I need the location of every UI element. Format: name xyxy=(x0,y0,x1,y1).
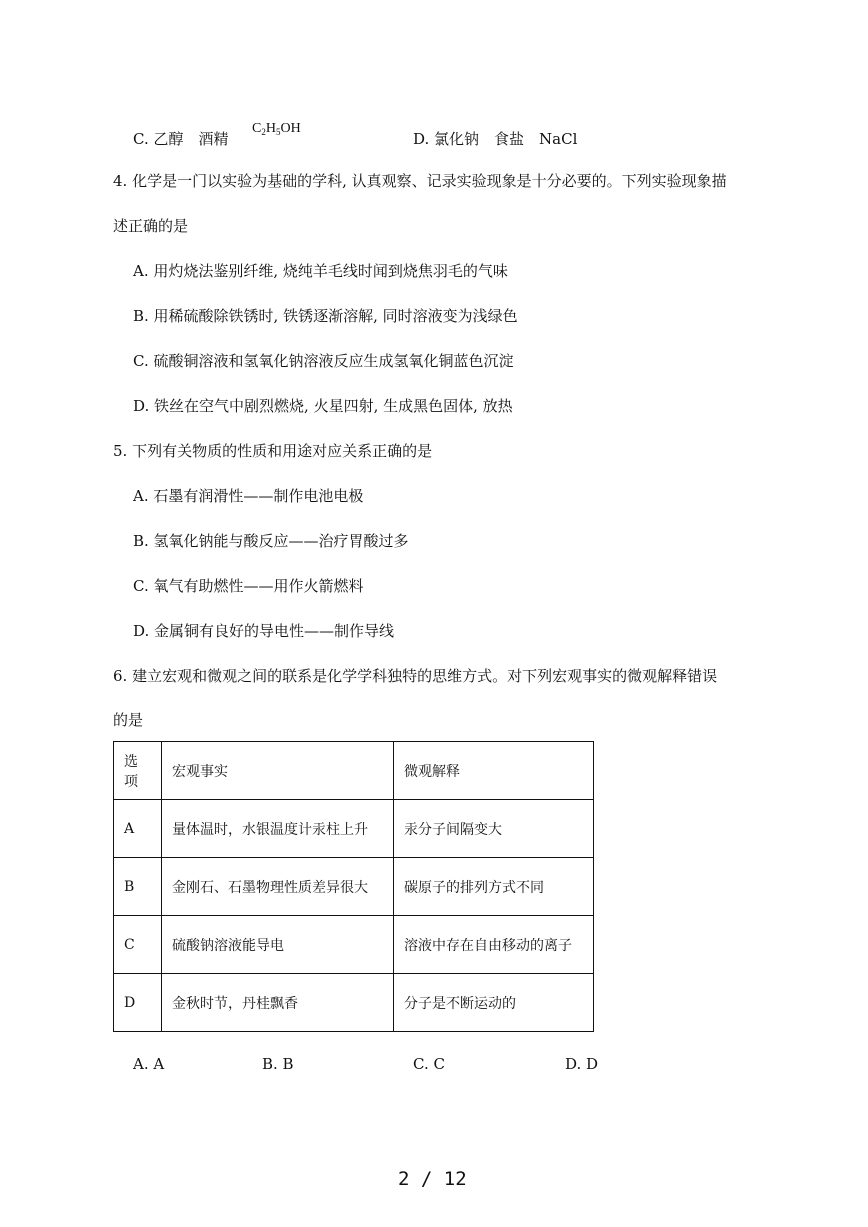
q6-stem-line1: 6. 建立宏观和微观之间的联系是化学学科独特的思维方式。对下列宏观事实的微观解释错误 xyxy=(113,667,718,685)
table-cell: A xyxy=(114,800,162,858)
q6-answer-b: B. B xyxy=(262,1055,294,1073)
q6-stem-line2: 的是 xyxy=(113,711,144,729)
table-cell: 汞分子间隔变大 xyxy=(394,800,594,858)
table-header-row xyxy=(114,742,594,800)
q5-option-c: C. 氧气有助燃性——用作火箭燃料 xyxy=(133,577,364,595)
table-cell: 金刚石、石墨物理性质差异很大 xyxy=(162,858,394,916)
q5-option-d: D. 金属铜有良好的导电性——制作导线 xyxy=(133,622,395,640)
table-row xyxy=(114,800,594,858)
q4-option-a: A. 用灼烧法鉴别纤维, 烧纯羊毛线时闻到烧焦羽毛的气味 xyxy=(133,262,508,280)
table-header-cell: 微观解释 xyxy=(394,742,594,800)
q5-option-a: A. 石墨有润滑性——制作电池电极 xyxy=(133,487,364,505)
q5-option-b: B. 氢氧化钠能与酸反应——治疗胃酸过多 xyxy=(133,532,409,550)
table-cell: D xyxy=(114,974,162,1032)
q6-answer-c: C. C xyxy=(413,1055,445,1073)
q4-option-b: B. 用稀硫酸除铁锈时, 铁锈逐渐溶解, 同时溶液变为浅绿色 xyxy=(133,307,518,325)
table-cell: 金秋时节，丹桂飘香 xyxy=(162,974,394,1032)
table-row xyxy=(114,916,594,974)
table-header-cell: 宏观事实 xyxy=(162,742,394,800)
q6-answer-d: D. D xyxy=(565,1055,599,1073)
q3-option-d: D. 氯化钠 食盐 NaCl xyxy=(413,130,578,148)
q4-stem-line2: 述正确的是 xyxy=(113,217,189,235)
q3-option-c-formula: $C_2H_5OH$ xyxy=(252,121,301,137)
table-cell: 溶液中存在自由移动的离子 xyxy=(394,916,594,974)
q3-option-c: C. 乙醇 酒精 xyxy=(133,130,229,148)
page-indicator: 2 / 12 xyxy=(398,1168,467,1190)
q6-table xyxy=(113,741,594,1032)
q5-stem: 5. 下列有关物质的性质和用途对应关系正确的是 xyxy=(113,442,433,460)
table-cell: B xyxy=(114,858,162,916)
table-cell: 量体温时，水银温度计汞柱上升 xyxy=(162,800,394,858)
q6-answer-a: A. A xyxy=(133,1055,165,1073)
q4-stem-line1: 4. 化学是一门以实验为基础的学科, 认真观察、记录实验现象是十分必要的。下列实验现象描 xyxy=(113,172,727,190)
q4-option-d: D. 铁丝在空气中剧烈燃烧, 火星四射, 生成黑色固体, 放热 xyxy=(133,397,513,415)
table-row xyxy=(114,974,594,1032)
table-cell: 碳原子的排列方式不同 xyxy=(394,858,594,916)
q4-option-c: C. 硫酸铜溶液和氢氧化钠溶液反应生成氢氧化铜蓝色沉淀 xyxy=(133,352,514,370)
table-cell: 硫酸钠溶液能导电 xyxy=(162,916,394,974)
table-cell: C xyxy=(114,916,162,974)
table-cell: 分子是不断运动的 xyxy=(394,974,594,1032)
table-header-cell: 选项 xyxy=(114,742,162,800)
table-row xyxy=(114,858,594,916)
